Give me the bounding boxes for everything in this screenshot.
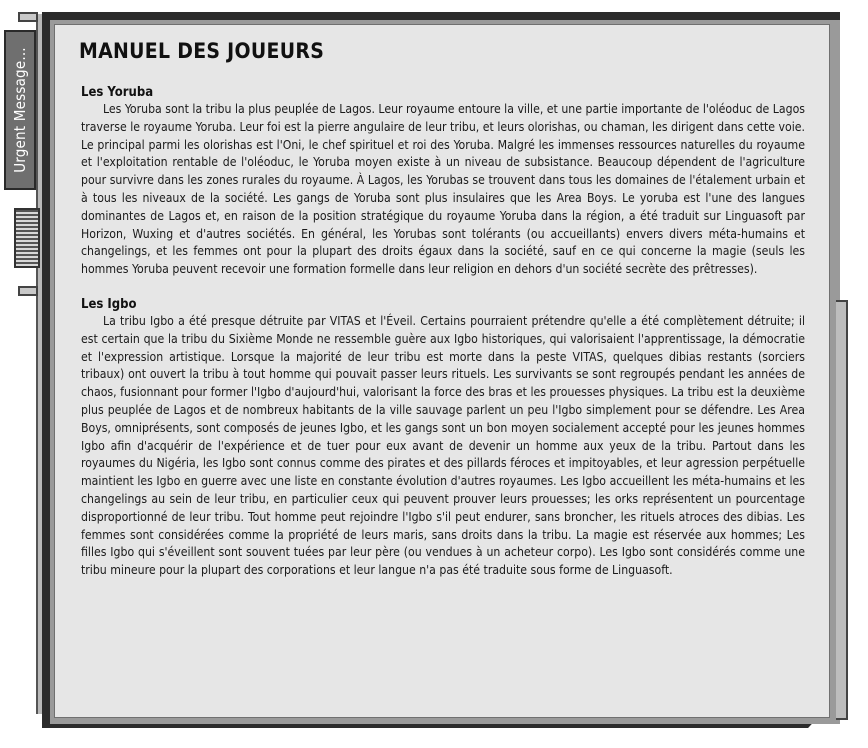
section-heading: Les Yoruba <box>81 85 154 100</box>
side-notch-top <box>18 12 38 22</box>
urgent-message-tab[interactable] <box>4 30 36 190</box>
barcode-icon <box>14 208 40 268</box>
right-edge-strip <box>836 300 848 720</box>
section-heading: Les Igbo <box>81 296 137 312</box>
section-body: La tribu Igbo a été presque détruite par VITAS et l'Éveil. Certains pourraient prétendre qu'elle a été complètement détruite; il est certain que la tribu du Sixième Monde ne ressemble guère aux Igbo historiques, qui valorisaient l'apprentissage, la démocratie et l'expression artistique. Lorsque la majorité de leur tribu est morte dans la peste VITAS, quelques dibias restants (sorciers tribaux) ont ouvert la tribu à tout homme qui pouvait passer leurs rituels. Les survivants se sont regroupés pendant les années de chaos, fusionnant pour former l'Igbo d'aujourd'hui, valorisant la force des bras et les prouesses physiques. La tribu est la deuxième plus peuplée de Lagos et de nombreux habitants de la ville sauvage parlent un peu l'Igbo simplement pour se défendre. Les Area Boys, omniprésents, sont composés de jeunes Igbo, et les gangs sont un bon moyen socialement accepté pour les jeunes hommes Igbo afin d'acquérir de l'expérience et de tuer pour eux avant de devenir un homme aux yeux de la tribu. Partout dans les royaumes du Nigéria, les Igbo sont connus comme des pirates et des pillards féroces et impitoyables, et leur agression perpétuelle maintient les Igbo en guerre avec une liste en constante évolution d'autres royaumes. Les Igbo accueillent les méta-humains et les changelings au sein de leur tribu, en particulier ceux qui peuvent prouver leurs prouesses; les orks représentent un pourcentage disproportionné de leur tribu. Tout homme peut rejoindre l'Igbo s'il peut endurer, sans broncher, les rituels atroces des dibias. Les femmes sont considérées comme la propriété de leurs maris, sans droits dans la tribu. La magie est réservée aux hommes; Les filles Igbo qui s'éveillent sont souvent tuées par leur père (ou vendues à un acheteur corpo). Les Igbo sont considérés comme une tribu mineure pour la plupart des corporations et leur langue n'a pas été traduite sous forme de Linguasoft. <box>81 313 805 578</box>
side-notch-bottom <box>18 286 38 296</box>
document-panel <box>54 24 830 718</box>
section-yoruba <box>79 85 805 279</box>
urgent-message-label: Urgent Message... <box>11 47 29 173</box>
page-title: MANUEL DES JOUEURS <box>79 39 325 63</box>
section-body: Les Yoruba sont la tribu la plus peuplée de Lagos. Leur royaume entoure la ville, et une partie importante de l'oléoduc de Lagos traverse le royaume Yoruba. Leur foi est la pierre angulaire de leur tribu, et leurs olorishas, ou chaman, les dirigent dans cette voie. Le principal parmi les olorishas est l'Oni, le chef spirituel et roi des Yoruba. Malgré les immenses ressources naturelles du royaume et l'exploitation rentable de l'oléoduc, le Yoruba moyen existe à un niveau de subsistance. Beaucoup dépendent de l'agriculture pour survivre dans les zones rurales du royaume. À Lagos, les Yorubas se trouvent dans tous les domaines de l'étalement urbain et à tous les niveaux de la société. Les gangs de Yoruba sont plus insulaires que les Area Boys. Le yoruba est l'une des langues dominantes de Lagos et, en raison de la position stratégique du royaume Yoruba dans la région, a été traduit sur Linguasoft par Horizon, Wuxing et d'autres sociétés. En général, les Yorubas sont tolérants (ou accueillants) envers divers méta-humains et changelings, et les femmes ont pour la plupart des droits égaux dans la société, sauf en ce qui concerne la magie (seuls les hommes Yoruba peuvent recevoir une formation formelle dans leur religion en dehors d'un société secrète des prêtresses). <box>81 102 805 277</box>
section-igbo <box>79 297 805 580</box>
